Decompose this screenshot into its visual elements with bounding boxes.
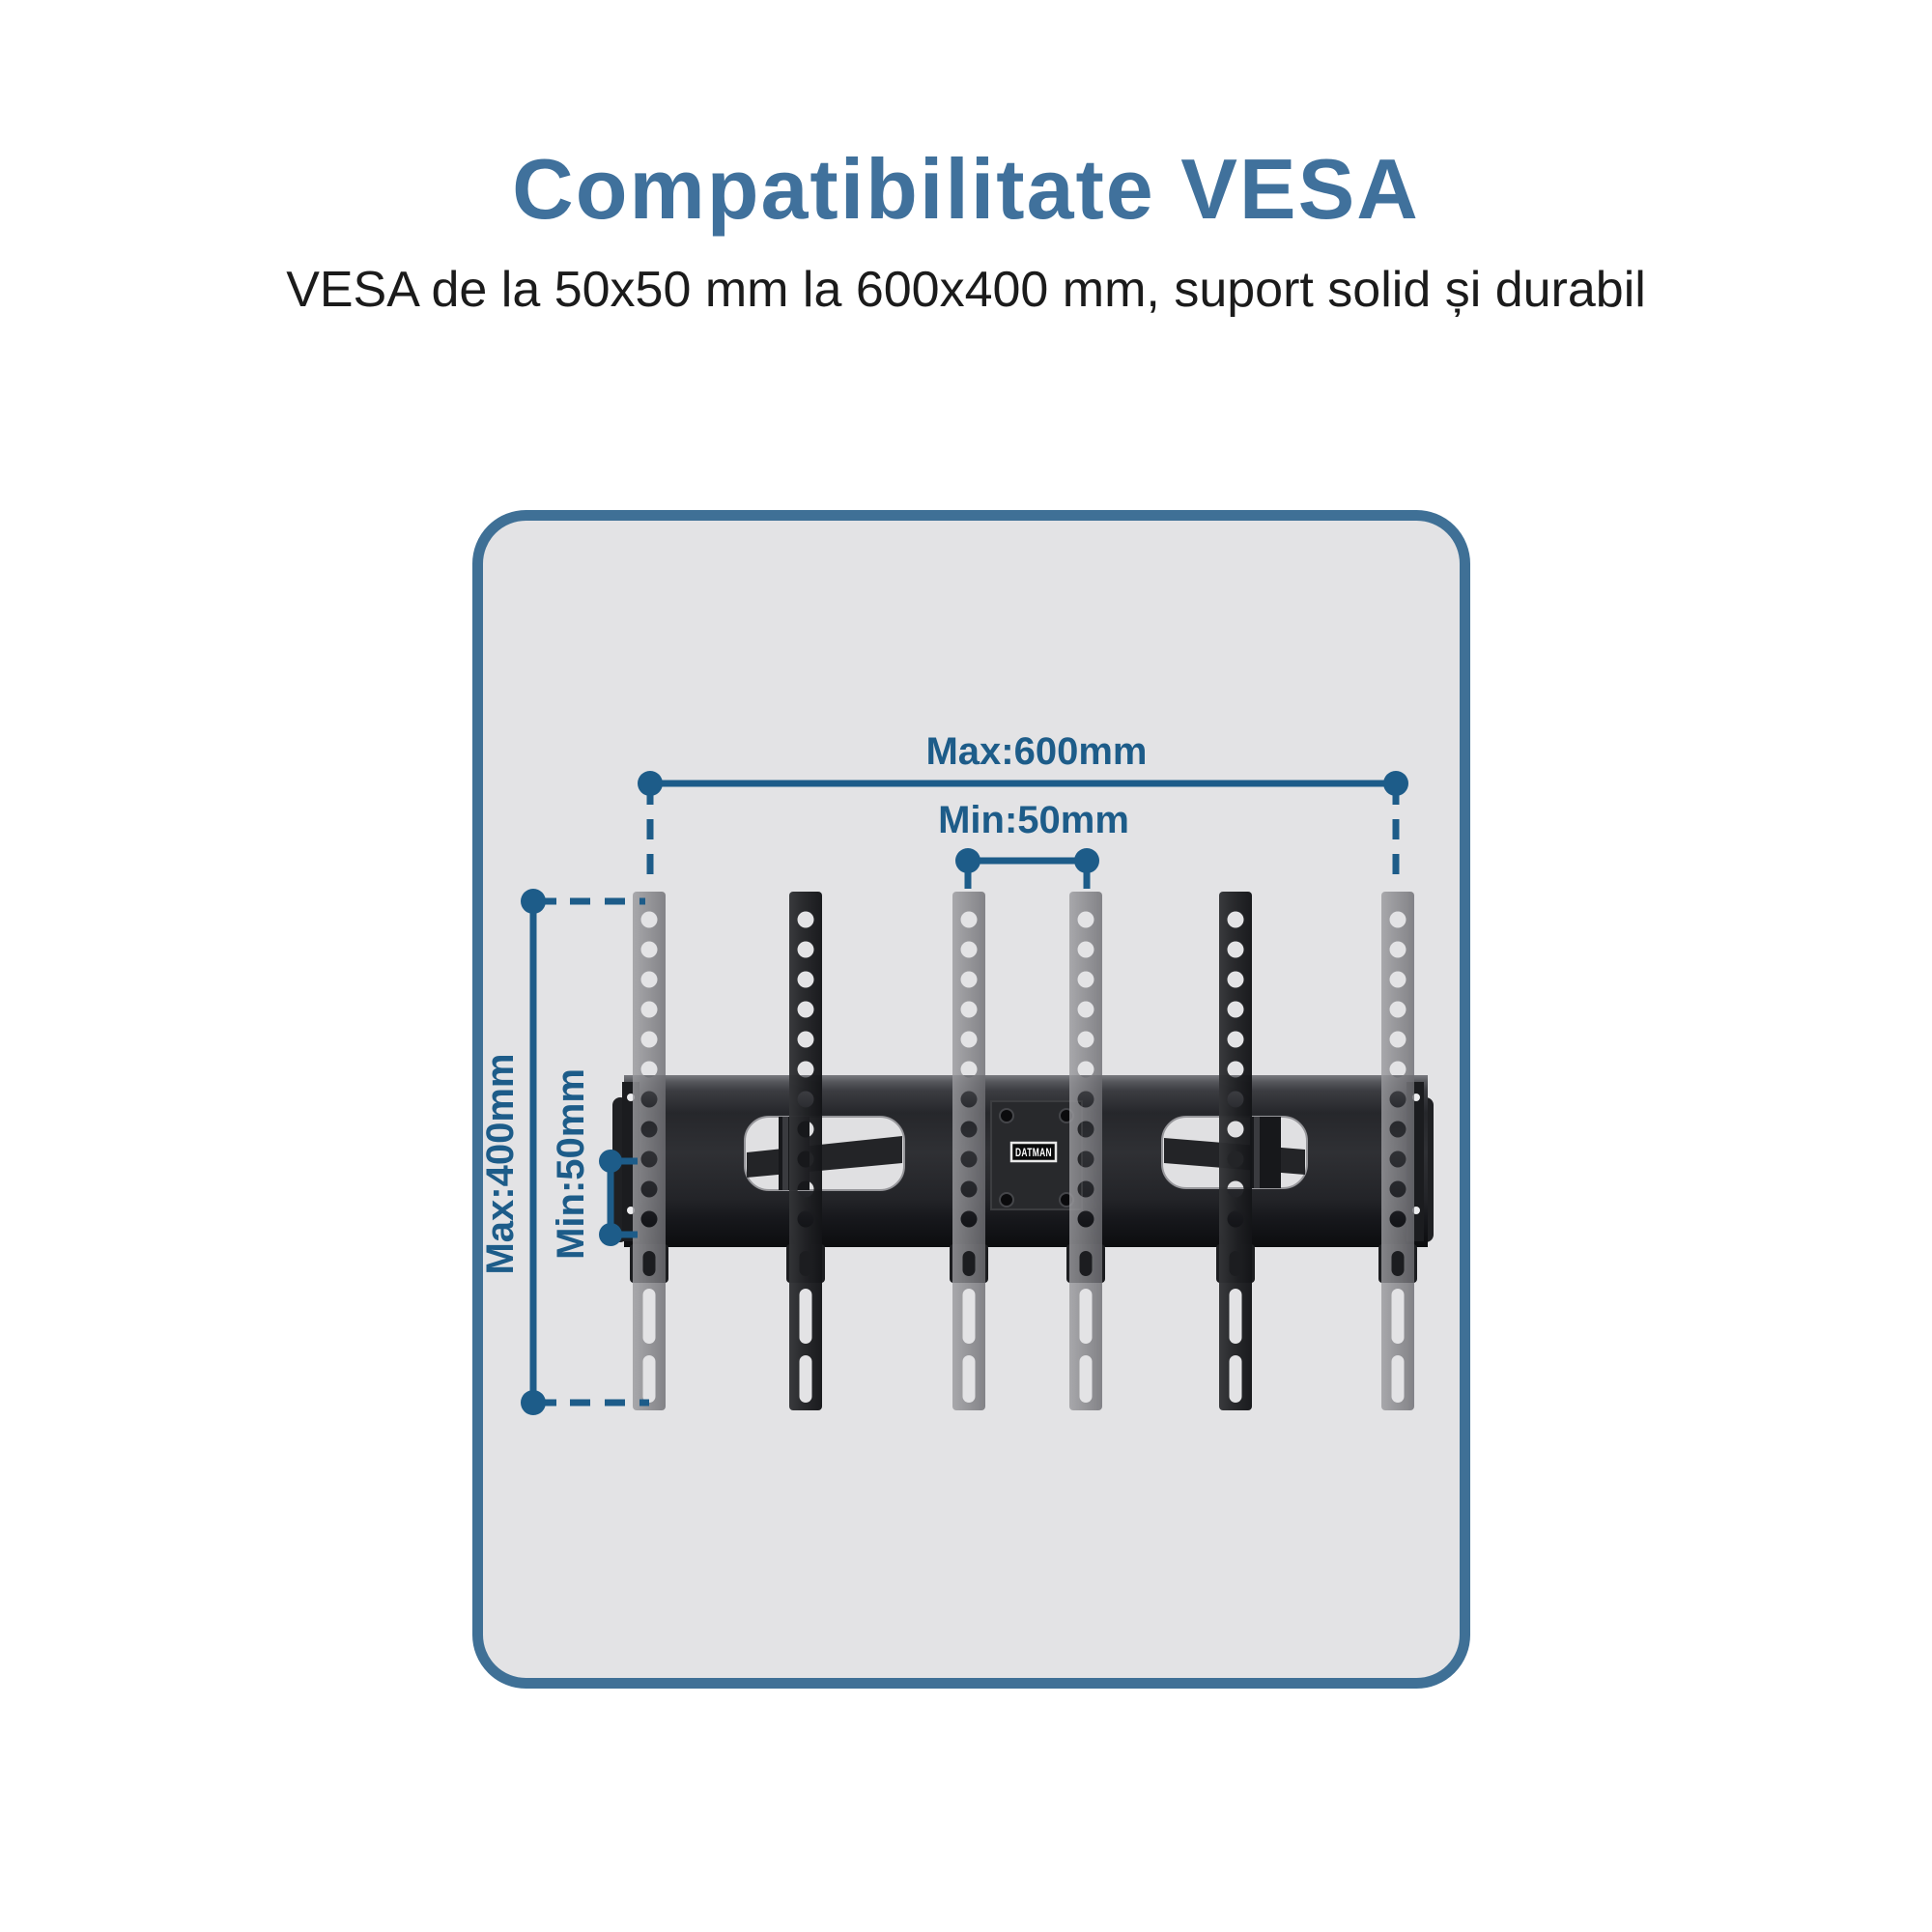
page-title: Compatibilitate VESA: [512, 141, 1420, 237]
rail-left-cutout: [745, 1117, 904, 1190]
dim-endpoint-dot: [1383, 771, 1408, 796]
dim-endpoint-dot: [521, 1390, 546, 1415]
dim-min-width-label: Min:50mm: [938, 799, 1129, 841]
dim-min-height-label: Min:50mm: [550, 1068, 592, 1260]
vesa-center-plate: [991, 1101, 1082, 1209]
bracket-arm-ghost: [1381, 892, 1414, 1410]
bracket-arm-ghost: [952, 892, 985, 1410]
dim-endpoint-dot: [599, 1223, 622, 1246]
bracket-arm-dark: [1219, 892, 1252, 1410]
dim-endpoint-dot: [638, 771, 663, 796]
dim-endpoint-dot: [955, 848, 980, 873]
brand-logo-text: DATMAN: [1015, 1146, 1052, 1159]
dim-max-width-label: Max:600mm: [925, 730, 1148, 773]
dim-endpoint-dot: [521, 889, 546, 914]
bracket-arm-dark: [789, 892, 822, 1410]
bracket-arm-ghost: [633, 892, 666, 1410]
bracket-arm-ghost: [1069, 892, 1102, 1410]
dim-endpoint-dot: [1074, 848, 1099, 873]
dim-endpoint-dot: [599, 1150, 622, 1173]
page-subtitle: VESA de la 50x50 mm la 600x400 mm, suport solid și durabil: [286, 262, 1646, 318]
screw-icon: [1000, 1193, 1013, 1207]
screw-icon: [1000, 1109, 1013, 1122]
dim-max-height-label: Max:400mm: [479, 1053, 522, 1275]
